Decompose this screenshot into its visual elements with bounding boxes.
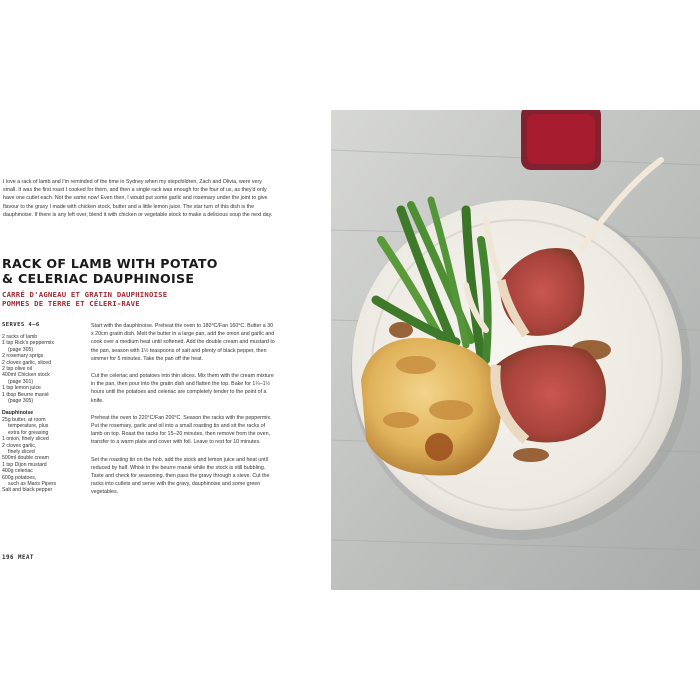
ingredient-line: 2 tsp olive oil — [2, 366, 32, 373]
ingredient-line: such as Maris Pipers — [8, 480, 57, 487]
recipe-title-line-2: & CELERIAC DAUPHINOISE — [2, 270, 195, 286]
ingredient-line: 400g celeriac — [2, 468, 33, 475]
subtitle-line-2: POMMES DE TERRE ET CÉLERI-RAVE — [2, 299, 140, 308]
ingredient-line: Salt and black pepper — [2, 487, 53, 494]
ingredient-line: temperature, plus — [8, 423, 49, 430]
recipe-title — [2, 257, 302, 286]
dish-photo — [331, 110, 700, 590]
ingredient-line: finely sliced — [8, 448, 35, 455]
ingredient-line: 1 tsp Dijon mustard — [2, 461, 47, 468]
ingredient-line: 1 tsp Rick's peppermix — [2, 340, 55, 347]
intro-paragraph: I love a rack of lamb and I'm reminded of the time in Sydney when my stepchildren, Zach and Olivia, were very small. It was the first roast I cooked for them, and then a single rack was enough for the four of us, as they'd only have one cutlet each. Not the same now! Even then, I would put some garlic and rosemary under the joint to give flavour to the gravy I made with chicken stock, butter and a little lemon juice. The star turn of this dish is the dauphinoise. If there is any left over, blend it with chicken or vegetable stock to make a delicious soup the next day. — [3, 179, 273, 218]
ingredient-line: (page 305) — [8, 346, 34, 353]
method-step-2: Cut the celeriac and potatoes into thin slices. Mix them with the cream mixture in the pan, then pour into the gratin dish and flatten the top. Bake for 1¼–1½ hours until the potatoes and celeriac are completely tender to the point of a knife. — [91, 373, 274, 404]
ingredient-line: 2 cloves garlic, — [2, 442, 37, 449]
ingredient-line: 400ml Chicken stock — [2, 372, 50, 379]
ingredient-line: 500ml double cream — [2, 455, 50, 462]
ingredient-line: (page 305) — [8, 398, 34, 405]
ingredient-line: 2 rosemary sprigs — [2, 353, 44, 360]
subtitle-line-1: CARRÉ D'AGNEAU ET GRATIN DAUPHINOISE — [2, 290, 168, 299]
method-step-3: Preheat the oven to 220°C/Fan 200°C. Season the racks with the peppermix. Put the rosemary, garlic and oil into a small roasting tin and sit the racks of lamb on top. Roast the racks for 15–20 minutes, then remove from the oven, transfer to a warm plate and cover with foil. Leave to rest for 10 minutes. — [91, 414, 272, 446]
ingredient-line: 1 tsp lemon juice — [2, 385, 41, 392]
page-folio: 196 MEAT — [2, 555, 34, 561]
ingredient-line: 1 tbsp Beurre manié — [2, 391, 49, 398]
lamb-dish-image — [331, 110, 700, 590]
method-step-4: Set the roasting tin on the hob, add the stock and lemon juice and heat until reduced by half. Whisk in the beurre manié while the stock is still bubbling. Taste and check for seasoning, then pass the gravy through a sieve. Cut the racks into cutlets and serve with the gravy, dauphinoise and some green vegetables. — [91, 456, 270, 496]
serves-label: SERVES 4–6 — [2, 322, 40, 328]
ingredient-line: 1 onion, finely sliced — [2, 436, 49, 443]
ingredient-line: 2 cloves garlic, sliced — [2, 359, 52, 366]
dauphinoise-heading: Dauphinoise — [2, 410, 34, 417]
ingredient-line: 25g butter, at room — [2, 416, 46, 423]
recipe-title-line-1: RACK OF LAMB WITH POTATO — [2, 256, 218, 271]
ingredients-main — [2, 334, 86, 404]
recipe-subtitle-french — [2, 290, 302, 308]
ingredients-dauphinoise — [2, 417, 86, 494]
ingredient-line: (page 301) — [8, 378, 34, 385]
ingredient-line: 600g potatoes, — [2, 474, 37, 481]
ingredients-list — [2, 334, 86, 494]
method-step-1: Start with the dauphinoise. Preheat the oven to 180°C/Fan 160°C. Butter a 30 x 20cm gratin dish. Melt the butter in a large pan, add the onion and garlic and cook over a medium heat until softened. Add the double cream and mustard to the pan, season with 1½ teaspoons of salt and plenty of black pepper, then simmer for 5 minutes. Take the pan off the heat. — [91, 323, 275, 362]
ingredient-line: extra for greasing — [8, 429, 49, 436]
ingredient-line: 2 racks of lamb — [2, 334, 38, 340]
method-steps — [91, 322, 277, 506]
